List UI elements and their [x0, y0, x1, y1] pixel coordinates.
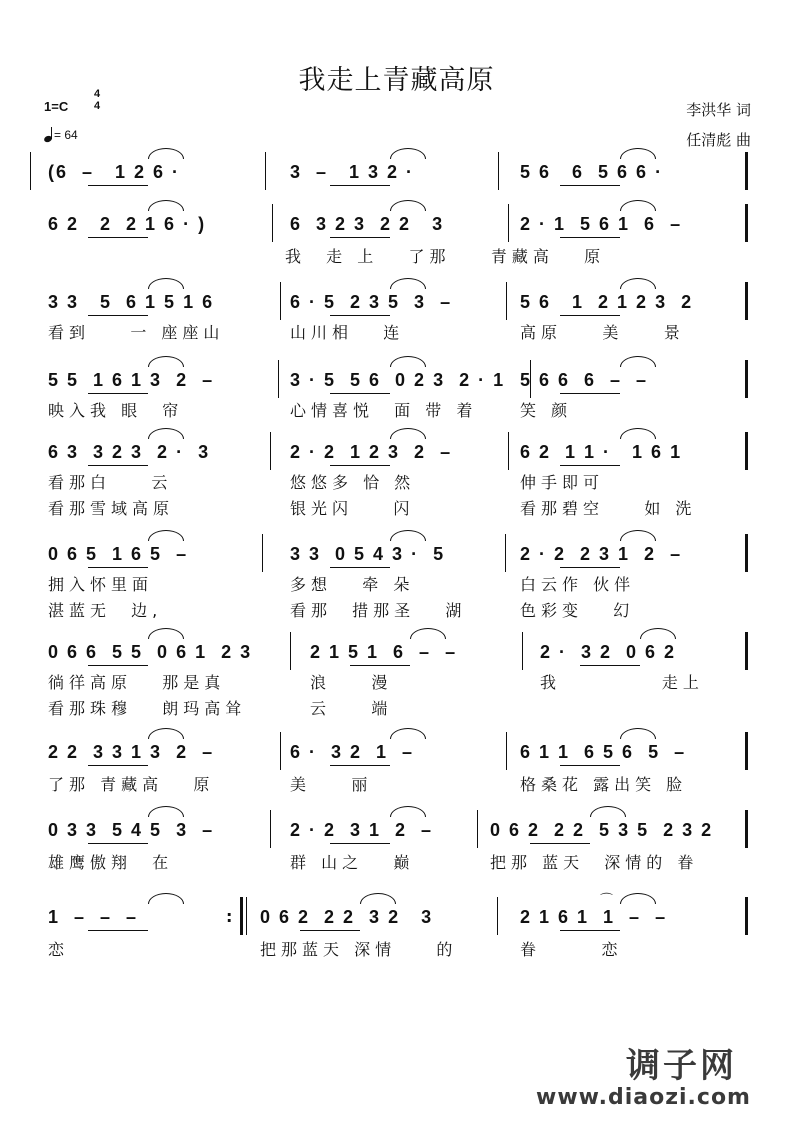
measure-notes: 2 · 2 3 1 2 –	[290, 820, 434, 840]
barline	[262, 534, 263, 572]
lyric-line-1: 浪 漫	[310, 673, 393, 692]
lyricist-credit: 李洪华 词	[686, 101, 751, 119]
lyric-line-1: 眷 恋	[520, 940, 623, 959]
lyric-line-1: 格桑花 露出笑 脸	[520, 775, 688, 794]
repeat-barline	[240, 897, 243, 935]
song-title: 我走上青藏高原	[298, 65, 495, 96]
barline	[265, 152, 266, 190]
lyric-line-1: 徜徉高原 那是真	[48, 673, 226, 692]
beam-line	[330, 567, 390, 568]
barline	[745, 282, 748, 320]
barline	[508, 432, 509, 470]
lyric-line-2: 看那雪域高原	[48, 499, 175, 518]
barline	[745, 732, 748, 770]
fermata-icon: ⌒	[600, 893, 614, 908]
measure-notes: 6 2 1 1 · 1 6 1	[520, 442, 683, 462]
beam-line	[88, 185, 148, 186]
beam-line	[330, 465, 390, 466]
beam-line	[580, 665, 640, 666]
barline	[745, 534, 748, 572]
beam-line	[560, 930, 620, 931]
beam-line	[330, 843, 390, 844]
barline	[280, 732, 281, 770]
lyric-line-2: 湛蓝无 边,	[48, 601, 163, 620]
barline	[522, 632, 523, 670]
measure-notes: 6 1 1 6 5 6 5 –	[520, 742, 687, 762]
measure-notes: 5 6 6 6 – –	[520, 370, 649, 390]
barline	[745, 632, 748, 670]
measure-notes: 3 3 5 6 1 5 1 6	[48, 292, 215, 312]
beam-line	[88, 315, 148, 316]
lyric-line-1: 白云作 伙伴	[520, 575, 636, 594]
barline	[30, 152, 31, 190]
measure-notes: 5 6 1 2 1 2 3 2	[520, 292, 694, 312]
barline	[290, 632, 291, 670]
measure-notes: 0 6 5 1 6 5 –	[48, 544, 189, 564]
barline	[280, 282, 281, 320]
beam-line	[560, 567, 620, 568]
quarter-note-icon	[44, 128, 54, 142]
slur-arc	[620, 148, 656, 159]
barline	[745, 152, 748, 190]
slur-arc	[390, 148, 426, 159]
lyric-line-2: 看那碧空 如 洗	[520, 499, 697, 518]
lyric-line-2: 色彩变 幻	[520, 601, 635, 620]
measure-notes: 6 2 2 2 1 6 · )	[48, 214, 207, 234]
measure-notes: 2 · 2 1 2 3 2 –	[290, 442, 453, 462]
lyric-line-1: 把那 蓝天 深情的 眷	[490, 853, 699, 872]
measure-notes: 2 2 3 3 1 3 2 –	[48, 742, 215, 762]
measure-notes: 0 6 6 5 5 0 6 1 2 3	[48, 642, 253, 662]
time-signature-bottom: 4	[93, 100, 101, 112]
lyric-line-1: 把那蓝天 深情 的	[260, 940, 458, 959]
composer-credit: 任清彪 曲	[686, 131, 751, 149]
lyric-line-1: 心情喜悦 面 带 着	[290, 401, 478, 420]
lyric-line-1: 映入我 眼 帘	[48, 401, 184, 420]
lyric-line-2: 看那珠穆 朗玛高耸	[48, 699, 247, 718]
lyric-line-1: 我 走 上 了那 青藏高 原	[285, 247, 606, 266]
measure-notes: (6 – 1 2 6 ·	[48, 162, 181, 182]
barline	[498, 152, 499, 190]
key-signature: 1=C	[44, 99, 69, 114]
lyric-line-1: 伸手即可	[520, 473, 605, 492]
beam-line	[560, 237, 620, 238]
barline	[745, 810, 748, 848]
barline	[745, 204, 748, 242]
beam-line	[560, 393, 620, 394]
lyric-line-1: 笑 颜	[520, 401, 573, 420]
lyric-line-2: 看那 措那圣 湖	[290, 601, 467, 620]
barline	[745, 897, 748, 935]
tempo-marking	[44, 128, 78, 142]
slur-arc	[148, 148, 184, 159]
measure-notes: 6 · 3 2 1 –	[290, 742, 415, 762]
measure-notes: 5 5 1 6 1 3 2 –	[48, 370, 215, 390]
beam-line	[560, 765, 620, 766]
beam-line	[300, 930, 360, 931]
measure-notes: 6 3 3 2 3 2 · 3	[48, 442, 211, 462]
measure-notes: 5 6 6 5 6 6 ·	[520, 162, 664, 182]
barline	[505, 534, 506, 572]
lyric-line-1: 多想 牵 朵	[290, 575, 415, 594]
measure-notes: 6 3 2 3 2 2 3	[290, 214, 445, 234]
barline	[477, 810, 478, 848]
beam-line	[330, 185, 390, 186]
measure-notes: 6 · 5 2 3 5 3 –	[290, 292, 453, 312]
time-signature-top: 4	[93, 88, 101, 100]
watermark-logo: 调子网	[626, 1046, 737, 1086]
measure-notes: 2 · 2 2 3 1 2 –	[520, 544, 683, 564]
measure-notes: 2 · 1 5 6 1 6 –	[520, 214, 683, 234]
lyric-line-1: 拥入怀里面	[48, 575, 154, 594]
beam-line	[88, 237, 148, 238]
measure-notes: 3 · 5 5 6 0 2 3 2 · 1	[290, 370, 506, 390]
lyric-line-1: 我 走上	[540, 673, 704, 692]
barline	[745, 432, 748, 470]
beam-line	[88, 465, 148, 466]
barline	[270, 810, 271, 848]
lyric-line-1: 悠悠多 恰 然	[290, 473, 416, 492]
beam-line	[88, 765, 148, 766]
time-signature	[90, 88, 104, 112]
lyric-line-1: 了那 青藏高 原	[48, 775, 215, 794]
lyric-line-1: 美 丽	[290, 775, 373, 794]
barline	[270, 432, 271, 470]
beam-line	[530, 843, 590, 844]
beam-line	[88, 930, 148, 931]
barline	[246, 897, 247, 935]
lyric-line-1: 高原 美 景	[520, 323, 685, 342]
barline	[506, 732, 507, 770]
beam-line	[560, 465, 620, 466]
lyric-line-1: 看到 一 座座山	[48, 323, 225, 342]
barline	[530, 360, 531, 398]
measure-notes: 3 – 1 3 2 ·	[290, 162, 415, 182]
lyric-line-1: 看那白 云	[48, 473, 173, 492]
lyric-line-1: 雄鹰傲翔 在	[48, 853, 174, 872]
beam-line	[560, 185, 620, 186]
measure-notes: 2 1 6 1 1 – –	[520, 907, 668, 927]
beam-line	[88, 393, 148, 394]
measure-notes: 0 3 3 5 4 5 3 –	[48, 820, 215, 840]
beam-line	[88, 567, 148, 568]
barline	[745, 360, 748, 398]
watermark-url: www.diaozi.com	[536, 1085, 751, 1110]
beam-line	[330, 765, 390, 766]
barline	[506, 282, 507, 320]
measure-notes: 0 6 2 2 2 5 3 5 2 3 2	[490, 820, 714, 840]
lyric-line-2: 银光闪 闪	[290, 499, 415, 518]
beam-line	[350, 665, 410, 666]
barline	[278, 360, 279, 398]
barline	[497, 897, 498, 935]
beam-line	[88, 843, 148, 844]
beam-line	[330, 393, 390, 394]
measure-notes: 3 3 0 5 4 3 · 5	[290, 544, 446, 564]
barline	[272, 204, 273, 242]
measure-notes: 0 6 2 2 2 3 2 3	[260, 907, 434, 927]
lyric-line-1: 恋	[48, 940, 70, 959]
lyric-line-1: 群 山之 巅	[290, 853, 415, 872]
measure-notes: 2 1 5 1 6 – –	[310, 642, 458, 662]
lyric-line-1: 山川相 连	[290, 323, 405, 342]
repeat-sign: :	[226, 907, 233, 926]
measure-notes: 2 · 3 2 0 6 2	[540, 642, 677, 662]
beam-line	[560, 315, 620, 316]
measure-notes: 1 – – –	[48, 907, 139, 927]
beam-line	[330, 237, 390, 238]
lyric-line-2: 云 端	[310, 699, 393, 718]
tempo-value: = 64	[54, 128, 78, 142]
beam-line	[88, 665, 148, 666]
beam-line	[330, 315, 390, 316]
barline	[508, 204, 509, 242]
score-row	[0, 893, 793, 1025]
